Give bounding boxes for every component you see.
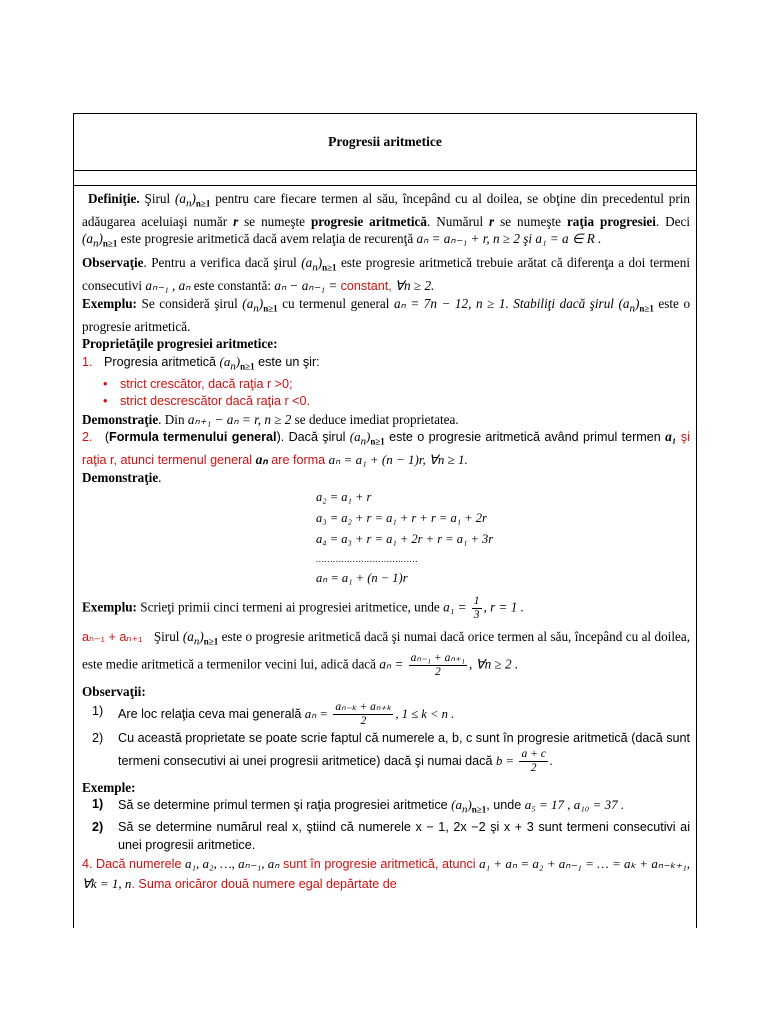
formula: a₁ = (443, 599, 467, 615)
example-label: Exemplu: (82, 599, 137, 615)
text: , unde (486, 798, 522, 813)
list-text (118, 728, 690, 775)
equation: a₂ = a₁ + r (316, 489, 372, 504)
equation: aₙ = a₁ + (n − 1)r (316, 570, 408, 585)
formula: a₁ (665, 429, 677, 445)
example-paragraph (82, 295, 690, 335)
numerator: 1 (473, 594, 480, 607)
text: , n ≥ 1. Stabiliţi dacă şirul (468, 295, 614, 311)
examples-list (82, 796, 690, 854)
list-number: aₙ₋₁ + aₙ₊₁ (82, 629, 143, 644)
list-item (92, 728, 690, 775)
document-table (73, 113, 697, 928)
list-number: 2) (92, 730, 104, 745)
formula: , 1 ≤ k < n . (395, 706, 455, 721)
formula: ∀n ≥ 2. (395, 277, 435, 293)
heading-text: Exemple: (82, 779, 136, 795)
formula: . (549, 753, 553, 768)
text: se numeşte (500, 214, 561, 230)
property-2 (82, 428, 690, 469)
formula: , ∀n ≥ 2 . (468, 657, 519, 673)
list-number: 1. (82, 354, 93, 369)
denominator: 2 (360, 714, 367, 727)
text: ). Dacă şirul (276, 430, 346, 445)
text: Progresia aritmetică (104, 354, 217, 369)
sequence-notation: $(a_n)_{n\ge 1}$ (349, 429, 385, 448)
list-item (82, 819, 690, 854)
text: este o progresie aritmetică. (82, 295, 691, 334)
text: este un şir: (258, 354, 320, 369)
formula: aₙ (255, 452, 268, 468)
text: Şirul (153, 628, 180, 644)
formula: aₙ = a₁ + (n − 1)r, ∀n ≥ 1. (328, 452, 468, 468)
list-number: 1) (92, 797, 104, 812)
bold-term: progresie aritmetică (310, 214, 427, 230)
text: se deduce imediat proprietatea. (294, 411, 459, 427)
list-number: 1) (92, 703, 104, 718)
text: cu termenul general (282, 295, 390, 311)
list-item: • strict descrescător dacă raţia r <0. (120, 393, 690, 410)
text: este progresie aritmetică trebuie arătat că diferenţa a doi termeni consecutivi (82, 254, 690, 293)
text: Să se determine primul termen şi raţia progresiei aritmetice (118, 798, 448, 813)
equation: a₃ = a₂ + r = a₁ + r + r = a₁ + 2r (316, 510, 487, 525)
text: Şirul (144, 191, 171, 206)
property-4 (82, 854, 690, 894)
text: ( (104, 430, 110, 445)
denominator: 3 (473, 608, 480, 621)
text: este constantă: (193, 277, 272, 293)
denominator: 2 (530, 761, 537, 774)
definition-paragraph (82, 190, 690, 254)
bold-term: raţia progresiei (566, 214, 656, 230)
list-item (92, 701, 690, 728)
bullet-list (82, 376, 690, 411)
formula: aₙ₊₁ − aₙ = r, n ≥ 2 (187, 411, 292, 427)
equation-block (82, 487, 690, 589)
examples-heading (82, 779, 690, 796)
formula: aₙ = (304, 706, 328, 721)
observation-label: Observaţie (82, 254, 144, 270)
sequence-notation: $(a_n)_{n\ge 1}$ (182, 628, 219, 648)
equation-dots: ……………………………… (316, 553, 419, 564)
formula: a₅ = 17 , a₁₀ = 37 . (524, 797, 625, 813)
demonstration-label: Demonstraţie (82, 470, 159, 486)
example-2 (82, 595, 690, 622)
sequence-notation: $(a_n)_{n\ge 1}$ (618, 295, 654, 315)
list-number: 2. (82, 430, 93, 445)
red-text: constant, (340, 278, 392, 293)
fraction (333, 701, 393, 728)
demonstration-1 (82, 411, 690, 428)
spacer-row (74, 171, 696, 186)
text: pentru care fiecare termen al său, începând cu al doilea, se obţine din precedentul prin adăugarea aceluiaşi număr (82, 191, 691, 230)
formula: a₁, a₂, …, aₙ₋₁, aₙ (185, 856, 280, 872)
list-text (118, 701, 690, 728)
formula: b = (496, 753, 514, 768)
sequence-notation: $(a_n)_{n\ge 1}$ (82, 231, 118, 251)
text: este progresie aritmetică dacă avem relaţia de recurenţă (120, 231, 414, 247)
fraction (409, 652, 467, 679)
text: . Pentru a verifica dacă şirul (143, 254, 297, 270)
list-number: 2) (92, 820, 104, 835)
numerator: aₙ₋ₖ + aₙ₊ₖ (335, 700, 392, 713)
sequence-notation: $(a_n)_{n\ge 1}$ (242, 295, 278, 315)
text: Scrieţi primii cinci termeni ai progresiei aritmetice, unde (140, 599, 440, 615)
formula: n ≥ 2 şi a₁ = a ∈ R . (492, 231, 602, 247)
equation: a₄ = a₃ + r = a₁ + 2r + r = a₁ + 3r (316, 531, 494, 546)
text: se numeşte (244, 214, 306, 230)
formula: aₙ − aₙ₋₁ = (274, 277, 338, 293)
list-text: Să se determine numărul real x, ştiind că numerele x − 1, 2x −2 şi x + 3 sunt termeni consecutivi ai unei progresii aritmetice. (118, 820, 690, 852)
text: este o progresie aritmetică având primul termen (389, 430, 661, 445)
page-title: Progresii aritmetice (74, 114, 696, 171)
bold-term: Formula termenului general (109, 430, 277, 445)
text: , r = 1 . (483, 599, 524, 615)
text: este o progresie aritmetică dacă şi numai dacă orice termen al său, începând cu al doilea, este medie aritmetică a termenilor vecini lui, adică dacă (82, 628, 691, 673)
var-r: r (233, 214, 239, 230)
text: Cu această proprietate se poate scrie faptul că numerele a, b, c sunt în progresie aritmetică (dacă sunt termeni consecutivi ai unei progresii aritmetice) dacă şi numai dacă (118, 730, 690, 768)
observation-paragraph (82, 254, 690, 295)
demonstration-2: Demonstraţie. (82, 470, 162, 486)
sequence-notation: $(a_n)_{n\ge 1}$ (301, 254, 337, 274)
red-text: şi raţia r, atunci termenul general (82, 430, 691, 468)
formula: aₙ₋₁ , aₙ (145, 277, 191, 293)
red-text: . Suma oricăror două numere egal depărtate de (131, 877, 397, 892)
sequence-notation: $(a_n)_{n\ge 1}$ (219, 353, 255, 373)
list-item (82, 796, 690, 819)
list-text (118, 796, 690, 819)
property-3 (82, 626, 690, 680)
observations-list (82, 701, 690, 775)
numerator: aₙ₋₁ + aₙ₊₁ (410, 652, 465, 665)
sequence-notation: $(a_n)_{n\ge 1}$ (174, 191, 211, 210)
var-r: r (489, 214, 495, 230)
red-text: are forma (271, 453, 326, 468)
formula: a₁ + aₙ = a₂ + aₙ₋₁ = … = aₖ + aₙ₋ₖ₊₁, ∀k = 1, n (82, 856, 691, 892)
property-1 (82, 353, 690, 376)
formula: aₙ = 7n − 12 (393, 295, 469, 311)
heading-text: Observaţii: (82, 684, 146, 700)
demonstration-label: Demonstraţie (82, 411, 159, 427)
heading-text: Proprietăţile progresiei aritmetice: (82, 336, 278, 352)
red-text: sunt în progresie aritmetică, atunci (282, 857, 476, 872)
sequence-notation: $(a_n)_{n\ge 1}$ (451, 797, 487, 816)
numerator: a + c (521, 747, 546, 760)
list-item: • strict crescător, dacă raţia r >0; (120, 376, 690, 393)
text: Are loc relaţia ceva mai generală (118, 706, 302, 721)
example-label: Exemplu: (82, 295, 137, 311)
formula: aₙ = (379, 657, 404, 673)
definition-label: Definiţie. (88, 191, 140, 206)
red-text: Dacă numerele (96, 857, 182, 872)
formula: aₙ = aₙ₋₁ + r, (416, 231, 490, 247)
fraction (519, 748, 547, 775)
text: Se consideră şirul (141, 295, 238, 311)
list-number: 4. (82, 857, 93, 872)
properties-heading (82, 335, 690, 352)
fraction (472, 595, 482, 622)
content-cell (74, 186, 696, 894)
observations-heading (82, 683, 690, 700)
text: . Deci (655, 214, 691, 230)
text: . Numărul (427, 214, 484, 230)
text: . Din (158, 411, 185, 427)
denominator: 2 (434, 666, 441, 679)
